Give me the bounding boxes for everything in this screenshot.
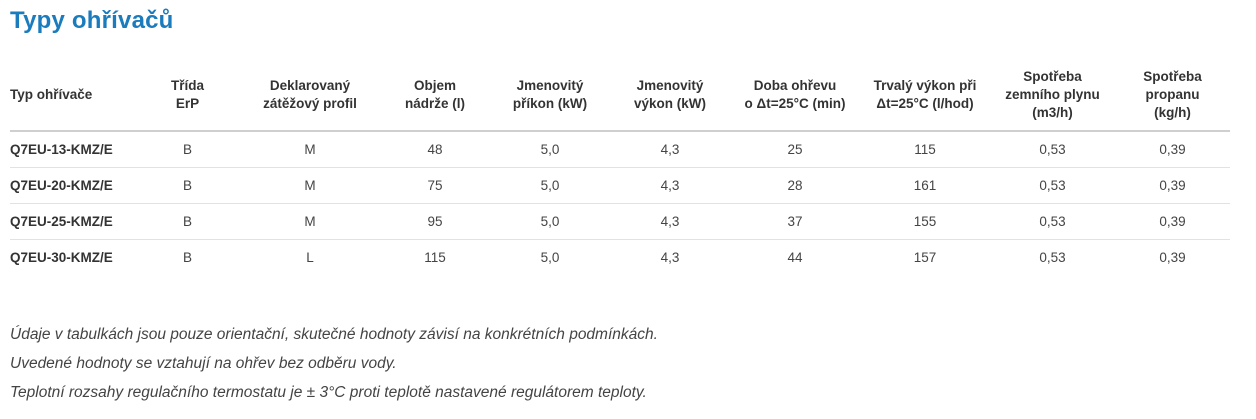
table-cell: B: [135, 168, 240, 204]
header-line: příkon (kW): [512, 96, 588, 111]
header-line: ErP: [175, 96, 200, 111]
header-line: zemního plynu: [1005, 87, 1100, 102]
header-line: Δt=25°C (l/hod): [876, 96, 974, 111]
header-line: Jmenovitý: [516, 78, 584, 93]
table-cell: 161: [860, 168, 990, 204]
header-line: výkon (kW): [633, 96, 706, 111]
header-line: Spotřeba: [1023, 69, 1082, 84]
table-row: [10, 131, 1230, 168]
column-header: [240, 60, 380, 131]
table-cell: B: [135, 131, 240, 168]
table-cell: 5,0: [490, 131, 610, 168]
header-line: nádrže (l): [404, 96, 465, 111]
header-line: Deklarovaný: [269, 78, 351, 93]
model-cell: Q7EU-25-KMZ/E: [10, 204, 135, 240]
table-cell: M: [240, 204, 380, 240]
header-line: propanu: [1145, 87, 1200, 102]
model-cell: Q7EU-13-KMZ/E: [10, 131, 135, 168]
header-line: o Δt=25°C (min): [744, 96, 846, 111]
table-cell: 37: [730, 204, 860, 240]
header-line: Třída: [170, 78, 204, 93]
header-line: Jmenovitý: [636, 78, 704, 93]
column-header: [1115, 60, 1230, 131]
heater-types-table: [10, 60, 1230, 275]
table-cell: B: [182, 250, 192, 265]
footnotes: [10, 320, 658, 407]
header-line: (m3/h): [1032, 105, 1073, 120]
table-cell: 44: [787, 250, 803, 265]
table-cell: 4,3: [610, 204, 730, 240]
table-cell: L: [306, 250, 314, 265]
column-header: [380, 60, 490, 131]
header-line: Trvalý výkon při: [873, 78, 977, 93]
table-row: [10, 240, 1230, 276]
column-header: [610, 60, 730, 131]
table-cell: 25: [730, 131, 860, 168]
table-cell: 0,39: [1115, 131, 1230, 168]
model-cell: Q7EU-30-KMZ/E: [10, 250, 113, 265]
table-cell: B: [135, 204, 240, 240]
footnote: Teplotní rozsahy regulačního termostatu je ± 3°C proti teplotě nastavené regulátorem teploty.: [10, 384, 647, 401]
table-cell: 157: [913, 250, 937, 265]
column-header: [490, 60, 610, 131]
column-header: [730, 60, 860, 131]
table-cell: 28: [730, 168, 860, 204]
column-header: [860, 60, 990, 131]
table-cell: 5,0: [490, 168, 610, 204]
table-cell: 4,3: [610, 168, 730, 204]
table-cell: 115: [860, 131, 990, 168]
table-cell: 0,39: [1159, 250, 1186, 265]
table-cell: 0,53: [990, 131, 1115, 168]
table-cell: M: [240, 168, 380, 204]
table-header-row: [10, 60, 1230, 131]
page-title: Typy ohřívačů: [10, 7, 174, 34]
table-cell: 4,3: [660, 250, 680, 265]
column-header: [10, 60, 135, 131]
header-line: zátěžový profil: [263, 96, 357, 111]
footnote: Údaje v tabulkách jsou pouze orientační, skutečné hodnoty závisí na konkrétních podmínkách.: [10, 326, 658, 343]
table-cell: 115: [424, 250, 446, 265]
column-header: [990, 60, 1115, 131]
column-header: [135, 60, 240, 131]
header-line: Doba ohřevu: [753, 78, 837, 93]
header-line: (kg/h): [1154, 105, 1191, 120]
table-cell: 0,39: [1115, 204, 1230, 240]
footnote: Uvedené hodnoty se vztahují na ohřev bez odběru vody.: [10, 355, 397, 372]
table-row: [10, 168, 1230, 204]
table-cell: 75: [380, 168, 490, 204]
table-cell: 5,0: [490, 204, 610, 240]
header-line: Typ ohřívače: [10, 87, 93, 102]
table-cell: 5,0: [540, 250, 560, 265]
table-cell: M: [240, 131, 380, 168]
header-line: Spotřeba: [1143, 69, 1202, 84]
table-cell: 0,53: [990, 168, 1115, 204]
table-cell: 4,3: [610, 131, 730, 168]
table-cell: 0,53: [990, 204, 1115, 240]
table-cell: 155: [860, 204, 990, 240]
table-row: [10, 204, 1230, 240]
table-cell: 0,53: [1039, 250, 1066, 265]
table-cell: 48: [380, 131, 490, 168]
header-line: Objem: [413, 78, 456, 93]
model-cell: Q7EU-20-KMZ/E: [10, 168, 135, 204]
table-cell: 95: [380, 204, 490, 240]
table-cell: 0,39: [1115, 168, 1230, 204]
